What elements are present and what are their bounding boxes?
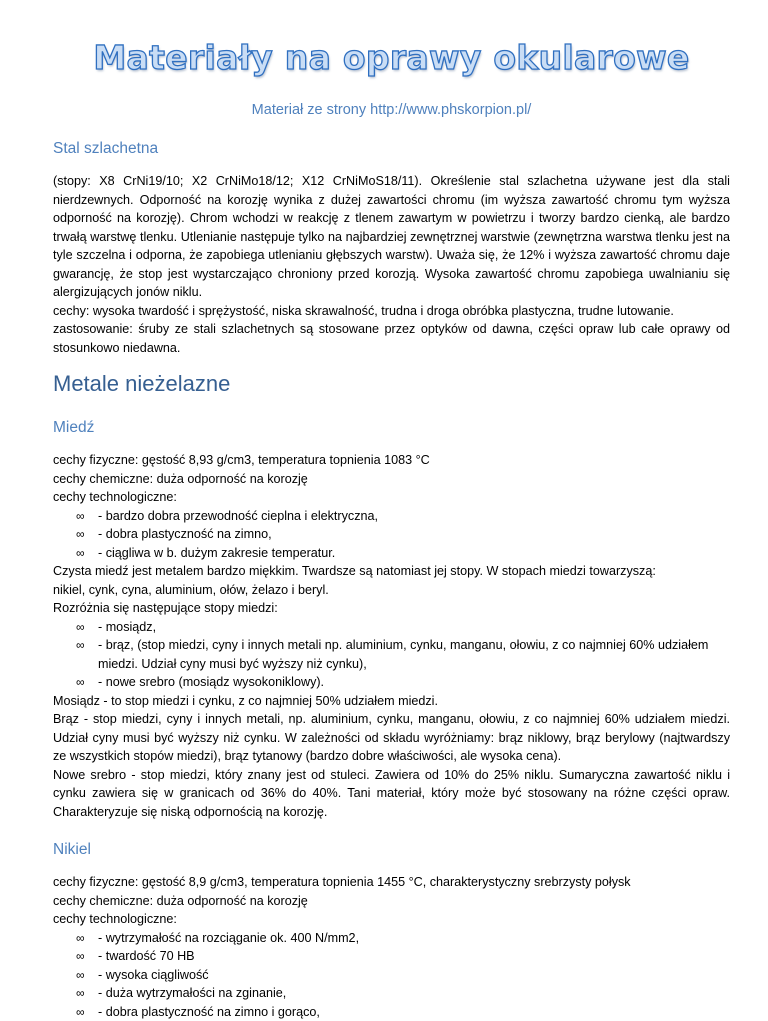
list-item [53,984,730,1003]
stal-intro: (stopy: X8 CrNi19/10; X2 CrNiMo18/12; X12 CrNiMoS18/11). Określenie stal szlachetna używane jest dla stali nierdzewnych. Odporność na korozję wynika z dużej zawartości chromu (im wyższa zawartość chromu tym wyższa odporność na korozję). Chrom wchodzi w reakcję z tlenem zawartym w powietrzu i tworzy bardzo cienką, ale bardzo trwałą warstwę tlenku. Utlenianie następuje tylko na najbardziej zewnętrznej warstwie (zewnętrzna warstwa tlenku jest na tyle szczelna i odporna, że zapobiega utlenianiu głębszych warstw). Uważa się, że 12% i wyższa zawartość chromu daje gwarancję, że stop jest wystarczająco chroniony przed korozją. Wysoka zawartość chromu zapobiega uwalnianiu się alergizujących jonów niklu. [53,172,730,302]
list-item [53,618,730,637]
list-item-text: - wytrzymałość na rozciąganie ok. 400 N/mm2, [98,931,359,945]
heading-metale-niezelazne: Metale nieżelazne [53,369,730,399]
list-item-text: - duża wytrzymałości na zginanie, [98,986,286,1000]
list-item-text: - dobra plastyczność na zimno i gorąco, [98,1005,320,1019]
list-item-text: - dobra plastyczność na zimno, [98,527,272,541]
list-item [53,947,730,966]
document-title: Materiały na oprawy okularowe [53,36,730,80]
stal-cechy: cechy: wysoka twardość i sprężystość, niska skrawalność, trudna i droga obróbka plastyczna, trudne lutowanie. [53,302,730,321]
stal-zastosowanie: zastosowanie: śruby ze stali szlachetnych są stosowane przez optyków od dawna, części opraw lub całe oprawy od stosunkowo niedawna. [53,320,730,357]
list-item [53,507,730,526]
miedz-nowe-srebro: Nowe srebro - stop miedzi, który znany jest od stuleci. Zawiera od 10% do 25% niklu. Sumaryczna zawartość niklu i cynku zawiera się w granicach od 36% do 40%. Tani materiał, który może być stosowany na różne części opraw. Charakteryzuje się niską odpornością na korozję. [53,766,730,822]
infinity-bullet-icon: ∞ [76,507,85,526]
section-stal [53,172,730,357]
miedz-rozroznia: Rozróżnia się następujące stopy miedzi: [53,599,730,618]
infinity-bullet-icon: ∞ [76,544,85,563]
list-item-text: - ciągliwa w b. dużym zakresie temperatur. [98,546,335,560]
miedz-towarzysza: nikiel, cynk, cyna, aluminium, ołów, żelazo i beryl. [53,581,730,600]
nikiel-chemiczne: cechy chemiczne: duża odporność na korozję [53,892,730,911]
infinity-bullet-icon: ∞ [76,673,85,692]
miedz-fizyczne: cechy fizyczne: gęstość 8,93 g/cm3, temperatura topnienia 1083 °C [53,451,730,470]
list-item-text: - mosiądz, [98,620,156,634]
heading-nikiel: Nikiel [53,839,730,861]
infinity-bullet-icon: ∞ [76,1003,85,1021]
list-item-text: - wysoka ciągliwość [98,968,209,982]
list-item-text: - brąz, (stop miedzi, cyny i innych metali np. aluminium, cynku, manganu, ołowiu, z co najmniej 60% udziałem miedzi. Udział cyny musi być wyższy niż cynku), [98,638,708,671]
list-item [53,544,730,563]
list-item-text: - nowe srebro (mosiądz wysokoniklowy). [98,675,324,689]
list-item [53,929,730,948]
section-nikiel [53,873,730,1021]
infinity-bullet-icon: ∞ [76,929,85,948]
miedz-chemiczne: cechy chemiczne: duża odporność na korozję [53,470,730,489]
source-line: Materiał ze strony http://www.phskorpion.pl/ [53,100,730,120]
section-miedz [53,451,730,821]
miedz-braz: Brąz - stop miedzi, cyny i innych metali, np. aluminium, cynku, manganu, ołowiu, z co najmniej 60% udziałem miedzi. Udział cyny musi być wyższy niż cynku. W zależności od składu wyróżniamy: brąz niklowy, brąz berylowy (najtwardszy ze wszystkich stopów miedzi), brąz tytanowy (bardzo dobre właściwości, ale wysoka cena). [53,710,730,766]
infinity-bullet-icon: ∞ [76,947,85,966]
infinity-bullet-icon: ∞ [76,525,85,544]
nikiel-technologiczne: cechy technologiczne: [53,910,730,929]
infinity-bullet-icon: ∞ [76,636,85,655]
miedz-czysta: Czysta miedź jest metalem bardzo miękkim. Twardsze są natomiast jej stopy. W stopach miedzi towarzyszą: [53,562,730,581]
list-item [53,636,730,673]
list-item [53,525,730,544]
heading-stal-szlachetna: Stal szlachetna [53,138,730,160]
heading-miedz: Miedź [53,417,730,439]
list-item-text: - bardzo dobra przewodność cieplna i elektryczna, [98,509,378,523]
nikiel-fizyczne: cechy fizyczne: gęstość 8,9 g/cm3, temperatura topnienia 1455 °C, charakterystyczny srebrzysty połysk [53,873,730,892]
list-item [53,966,730,985]
infinity-bullet-icon: ∞ [76,984,85,1003]
list-item [53,1003,730,1021]
list-item [53,673,730,692]
list-item-text: - twardość 70 HB [98,949,195,963]
infinity-bullet-icon: ∞ [76,966,85,985]
infinity-bullet-icon: ∞ [76,618,85,637]
miedz-mosiadz: Mosiądz - to stop miedzi i cynku, z co najmniej 50% udziałem miedzi. [53,692,730,711]
miedz-technologiczne: cechy technologiczne: [53,488,730,507]
